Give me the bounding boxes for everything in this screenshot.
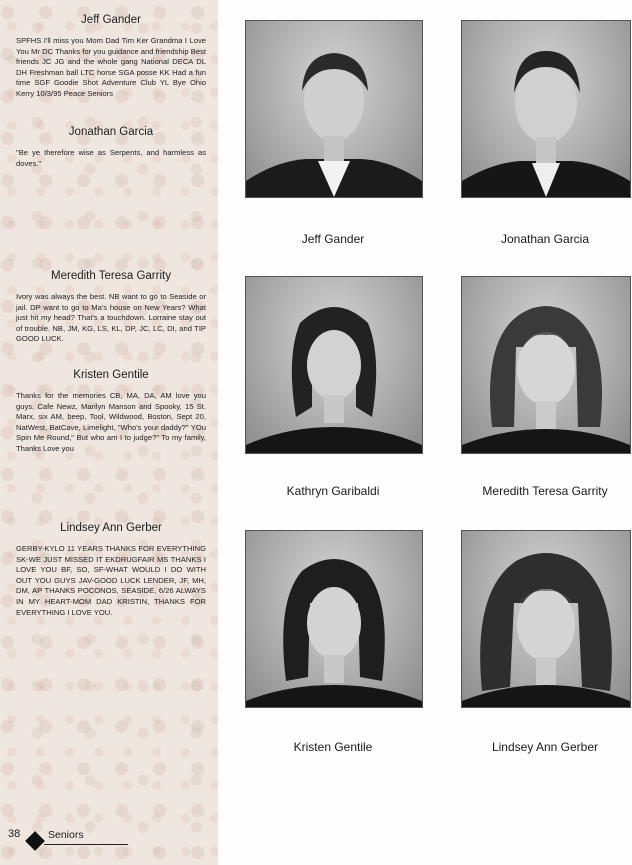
bio-text: GERBY-KYLO 11 YEARS THANKS FOR EVERYTHING SK-WE JUST MISSED IT EKDRUGFAIR MS THANKS I LOVE YOU BF, SO, SF-WHAT WOULD I DO WITH OUT YOU GUYS JAV-GOOD LUCK LENDER, JF, MH, DM, AP THANKS POCONOS, SEASIDE, 6/26 ALWAYS IN MY HEART-MOM DAD KRISTIN, THANKS FOR EVERYTHING I LOVE YOU. [16, 544, 206, 617]
portrait-photo [245, 20, 423, 198]
portrait-caption: Jeff Gander [301, 232, 365, 246]
bio-name: Kristen Gentile [73, 369, 149, 381]
portrait-photo [245, 276, 423, 454]
bio-name: Jonathan Garcia [68, 126, 154, 138]
footer-rule [44, 844, 128, 845]
bio-text: Thanks for the memories CB, MA, DA, AM love you guys, Cafe Newz, Marilyn Manson and Spooky, 15 St. Marx, six AM, beep, Tool, Wildwood, Boston, Sept 20, NatWest, BatCave, Limelight, "Who's your daddy?" YOu Spin Me Round," But who am I to judge?" To my family, Thanks Love you [16, 391, 206, 453]
bio-text: Ivory was always the best. NB want to go to Seaside or jail. DP want to go to Ma's house on New Years? What just hit my head? That's a touchdown. Lorraine stay out of trouble. NB, JM, KG, LS, KL, DP, JC, LC, DI, and TIP GOOD LUCK. [16, 292, 206, 344]
portrait-caption: Kathryn Garibaldi [286, 484, 380, 498]
portrait-caption: Meredith Teresa Garrity [482, 484, 608, 498]
page-number: 38 [8, 828, 21, 840]
bio-text: "Be ye therefore wise as Serpents, and harmless as doves." [16, 148, 206, 168]
portrait-photo [461, 276, 631, 454]
bio-name: Meredith Teresa Garrity [51, 270, 171, 282]
page-footer [8, 826, 128, 856]
bio-lindsey-gerber [16, 522, 206, 618]
portrait-photo [245, 530, 423, 708]
bio-name: Jeff Gander [81, 14, 141, 26]
bio-name: Lindsey Ann Gerber [60, 522, 162, 534]
bio-jeff-gander [16, 14, 206, 100]
portrait-caption: Kristen Gentile [293, 740, 373, 754]
portrait-caption: Jonathan Garcia [500, 232, 590, 246]
bio-text: SPFHS I'll miss you Mom Dad Tim Ker Grandma I Love You Mr DC Thanks for you guidance and friendship Best friends JC JG and the whole gang National DECA DL DH Freshman ball LTC horse SGA posse KK Had a fun time SGF Goodie Shot Adventure Club YL Bye Ohio Kerry 10/3/95 Peace Seniors [16, 36, 206, 98]
bio-meredith-garrity [16, 270, 206, 345]
section-title: Seniors [48, 829, 84, 841]
bio-kristen-gentile [16, 369, 206, 455]
portrait-caption: Lindsey Ann Gerber [491, 740, 599, 754]
diamond-icon [25, 831, 45, 851]
portrait-photo [461, 530, 631, 708]
portrait-photo [461, 20, 631, 198]
bio-jonathan-garcia [16, 126, 206, 169]
